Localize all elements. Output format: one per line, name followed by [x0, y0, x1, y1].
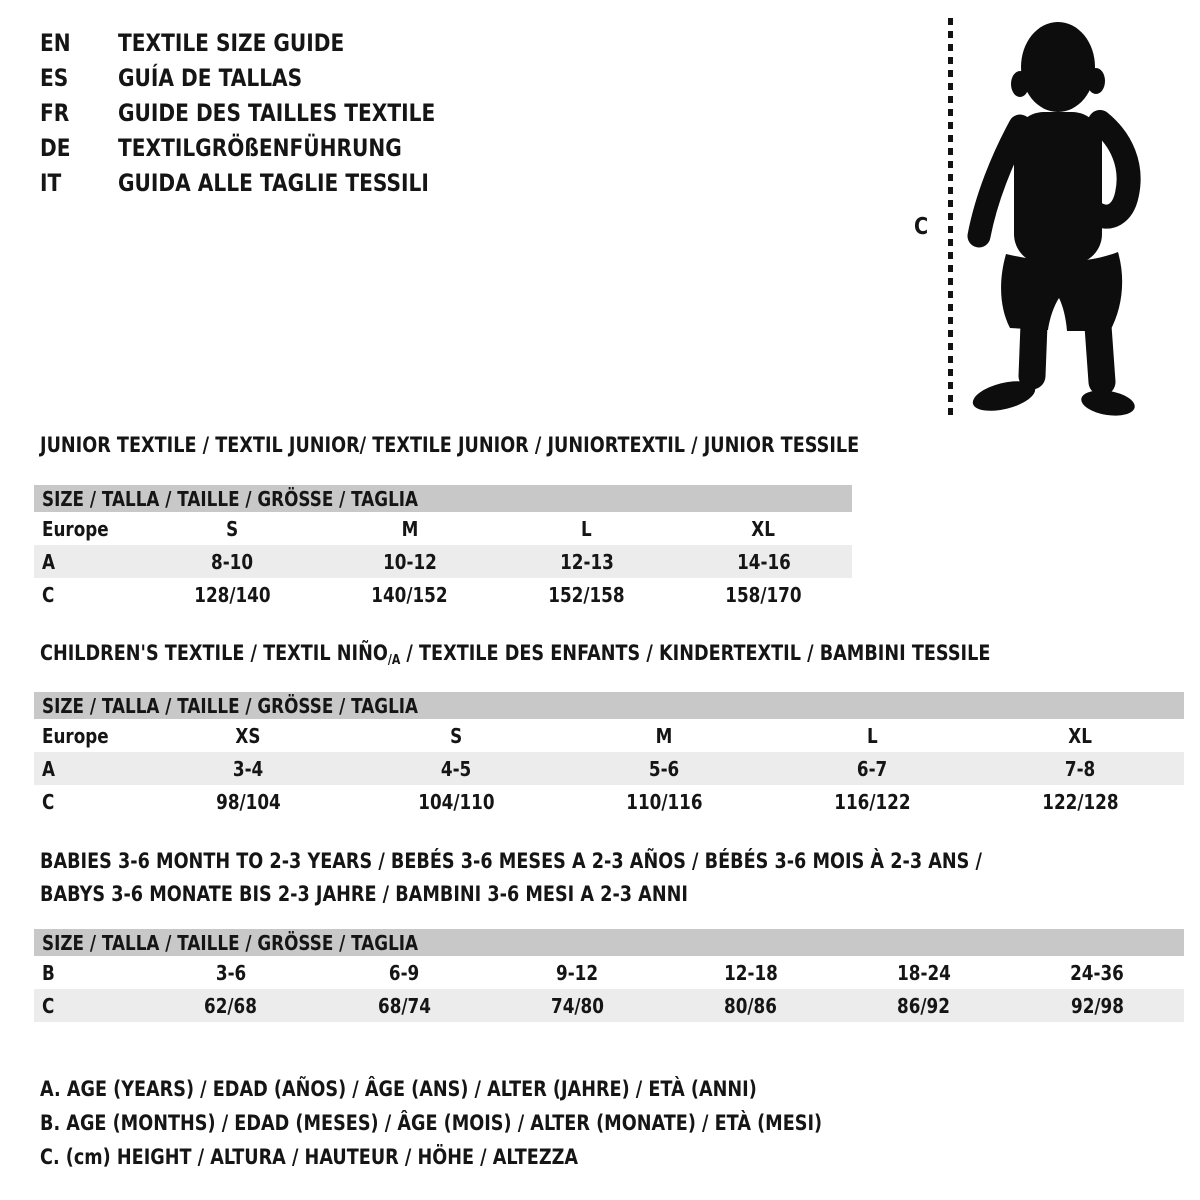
title-subscript: /A [387, 653, 401, 668]
language-title: TEXTILGRÖßENFÜHRUNG [118, 134, 402, 162]
children-size-table [34, 692, 1184, 818]
size-header-bar: SIZE / TALLA / TAILLE / GRÖSSE / TAGLIA [34, 692, 1184, 719]
table-row [34, 719, 1184, 752]
language-title: GUIDE DES TAILLES TEXTILE [118, 99, 436, 127]
language-list [40, 26, 496, 201]
table-cell-value: 104/110 [417, 789, 495, 814]
legend [40, 1072, 971, 1174]
height-measure-label: C [914, 214, 929, 240]
table-cell-value: L [581, 516, 592, 541]
language-title: GUIDA ALLE TAGLIE TESSILI [118, 169, 429, 197]
table-cell-value: 62/68 [204, 993, 258, 1018]
table-cell-value: XL [1068, 723, 1092, 748]
table-cell-value: XL [751, 516, 776, 541]
junior-section-title: JUNIOR TEXTILE / TEXTIL JUNIOR/ TEXTILE JUNIOR / JUNIORTEXTIL / JUNIOR TESSILE [40, 433, 860, 457]
table-cell-value: 12-18 [723, 960, 778, 985]
legend-line: C. (cm) HEIGHT / ALTURA / HAUTEUR / HÖHE / ALTEZZA [40, 1145, 579, 1169]
table-row [34, 989, 1184, 1022]
row-label: C [42, 582, 55, 607]
junior-size-table [34, 485, 852, 611]
size-header-bar: SIZE / TALLA / TAILLE / GRÖSSE / TAGLIA [34, 929, 1184, 956]
legend-line: B. AGE (MONTHS) / EDAD (MESES) / ÂGE (MOIS) / ALTER (MONATE) / ETÀ (MESI) [40, 1111, 823, 1135]
table-cell-value: 80/86 [724, 993, 778, 1018]
baby-silhouette-icon [962, 14, 1152, 416]
table-cell-value: S [449, 723, 463, 748]
row-label: A [42, 756, 56, 781]
table-row [34, 785, 1184, 818]
language-row [40, 131, 496, 166]
language-code: FR [40, 99, 70, 127]
junior-table-rows [34, 512, 852, 611]
babies-size-table [34, 929, 1184, 1022]
row-label: C [42, 993, 55, 1018]
table-cell-value: S [226, 516, 239, 541]
table-cell-value: 152/158 [548, 582, 625, 607]
table-cell-value: 7-8 [1064, 756, 1096, 781]
table-cell-value: 10-12 [382, 549, 437, 574]
language-row [40, 166, 496, 201]
table-cell-value: 68/74 [377, 993, 431, 1018]
table-cell-value: 86/92 [897, 993, 951, 1018]
table-cell-value: 6-9 [388, 960, 420, 985]
table-cell-value: 128/140 [194, 582, 271, 607]
row-label: C [42, 789, 55, 814]
language-row [40, 96, 496, 131]
table-cell-value: 14-16 [736, 549, 791, 574]
table-cell-value: 5-6 [648, 756, 680, 781]
language-code: ES [40, 64, 69, 92]
language-row [40, 26, 496, 61]
table-cell-value: M [401, 516, 418, 541]
table-cell-value: L [866, 723, 878, 748]
legend-line: A. AGE (YEARS) / EDAD (AÑOS) / ÂGE (ANS) / ALTER (JAHRE) / ETÀ (ANNI) [40, 1077, 757, 1101]
language-code: DE [40, 134, 71, 162]
height-dashed-line [948, 18, 953, 416]
table-cell-value: 98/104 [215, 789, 281, 814]
table-cell-value: 116/122 [833, 789, 911, 814]
children-section-title: CHILDREN'S TEXTILE / TEXTIL NIÑO/A / TEXTILE DES ENFANTS / KINDERTEXTIL / BAMBINI TESSILE [40, 641, 991, 668]
table-cell-value: 140/152 [371, 582, 448, 607]
table-row [34, 545, 852, 578]
table-cell-value: 122/128 [1041, 789, 1119, 814]
table-cell-value: 12-13 [559, 549, 614, 574]
row-label: Europe [42, 516, 109, 541]
table-cell-value: XS [235, 723, 261, 748]
language-title: GUÍA DE TALLAS [118, 64, 303, 92]
size-header-bar: SIZE / TALLA / TAILLE / GRÖSSE / TAGLIA [34, 485, 852, 512]
table-row [34, 512, 852, 545]
table-cell-value: 158/170 [725, 582, 802, 607]
table-row [34, 956, 1184, 989]
children-table-rows [34, 719, 1184, 818]
table-cell-value: 92/98 [1070, 993, 1124, 1018]
table-cell-value: 3-6 [215, 960, 246, 985]
row-label: Europe [42, 723, 109, 748]
table-cell-value: 3-4 [232, 756, 264, 781]
table-row [34, 578, 852, 611]
table-cell-value: 9-12 [556, 960, 599, 985]
table-cell-value: 110/116 [625, 789, 703, 814]
language-title: TEXTILE SIZE GUIDE [118, 29, 345, 57]
table-cell-value: 24-36 [1070, 960, 1125, 985]
table-cell-value: 18-24 [897, 960, 951, 985]
table-cell-value: 6-7 [856, 756, 888, 781]
row-label: B [42, 960, 55, 985]
language-code: EN [40, 29, 71, 57]
table-row [34, 752, 1184, 785]
babies-section-title: BABIES 3-6 MONTH TO 2-3 YEARS / BEBÉS 3-6 MESES A 2-3 AÑOS / BÉBÉS 3-6 MOIS À 2-3 ANS / BABYS 3-6 MONATE BIS 2-3 JAHRE / BAMBINI 3-6 MESI A 2-3 ANNI [40, 849, 982, 906]
language-code: IT [40, 169, 62, 197]
table-cell-value: 8-10 [211, 549, 254, 574]
table-cell-value: 4-5 [440, 756, 472, 781]
table-cell-value: M [655, 723, 673, 748]
row-label: A [42, 549, 56, 574]
babies-table-rows [34, 956, 1184, 1022]
table-cell-value: 74/80 [550, 993, 604, 1018]
language-row [40, 61, 496, 96]
